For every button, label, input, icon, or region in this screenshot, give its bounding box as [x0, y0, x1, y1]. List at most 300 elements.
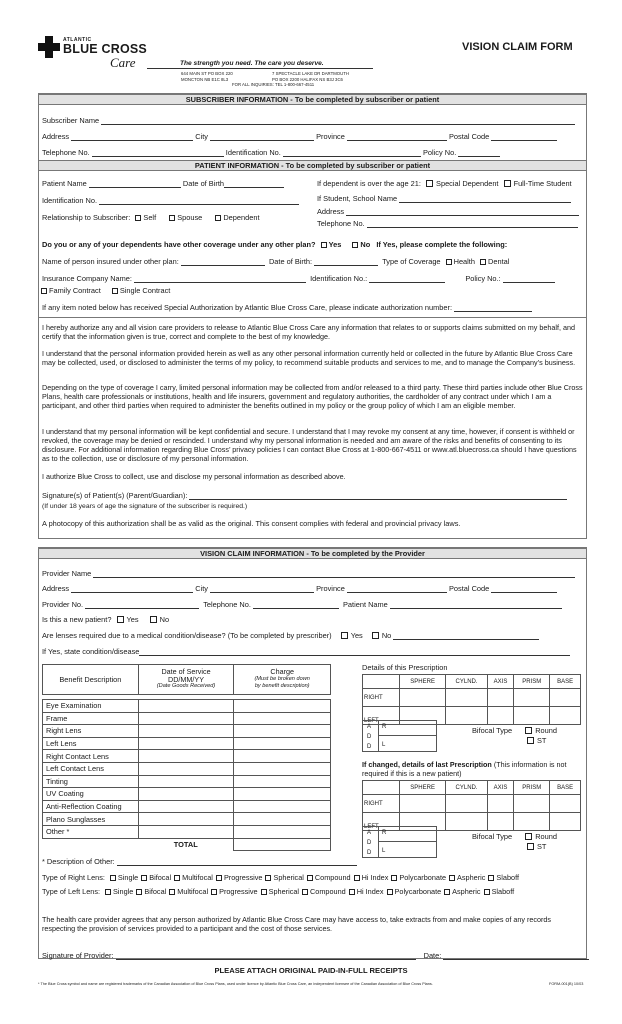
lens-type-checkbox[interactable]: [110, 875, 116, 881]
benefit-label: Left Lens: [43, 737, 139, 750]
changed-title: [362, 760, 584, 778]
lens-type-label: Slaboff: [496, 873, 520, 882]
agreement: The health care provider agrees that any person authorized by Atlantic Blue Cross Care may have access to, take extracts from and make copies of any records respecting the provision of services provided to a participant and the cost of those services.: [42, 915, 551, 933]
lens-type-checkbox[interactable]: [391, 875, 397, 881]
coverage-no-checkbox[interactable]: [352, 242, 358, 248]
label: Dependent: [223, 213, 260, 222]
benefit-label: Left Contact Lens: [43, 762, 139, 775]
lens-type-label: Multifocal: [177, 887, 209, 896]
rx-add-block-last: [362, 826, 437, 858]
lens-type-checkbox[interactable]: [211, 889, 217, 895]
telephone-field[interactable]: [92, 149, 224, 157]
rx-cell[interactable]: [514, 795, 550, 813]
rx-cell[interactable]: [446, 813, 487, 831]
cross-icon: [38, 36, 60, 58]
label: D: [367, 850, 372, 856]
provider-address-field[interactable]: [71, 585, 193, 593]
rx-cell[interactable]: [400, 795, 446, 813]
benefit-label: Plano Sunglasses: [43, 813, 139, 826]
date-cell[interactable]: [138, 788, 234, 801]
charge-cell[interactable]: [234, 800, 331, 813]
label: Date:: [423, 951, 442, 960]
label: No: [159, 615, 170, 624]
rx-cell[interactable]: [487, 689, 513, 707]
lens-type-label: Polycarbonate: [394, 887, 442, 896]
school-row: [317, 194, 571, 203]
label: Insurance Company Name:: [42, 274, 132, 283]
label: Family Contract: [49, 286, 101, 295]
label: Subscriber Name: [42, 116, 100, 125]
insurer-id-field[interactable]: [369, 275, 445, 283]
rx-col: BASE: [550, 781, 581, 795]
left-lens-row: [42, 887, 514, 896]
special-auth-row: [42, 303, 532, 312]
brand-name: BLUE CROSS: [63, 42, 147, 56]
consent-p3: Depending on the type of coverage I carry, limited personal information may be collected from and/or released to a third party. These third parties include other Blue Cross Plans, health care professionals or institutions, health and life insurers, government and regulatory authorities, the cardholder of any contract under which I am a participant, and other third parties when required to administer the benefits outlined in my policy or the group policy of which I am an eligible member.: [42, 383, 583, 410]
provider-province-field[interactable]: [347, 585, 447, 593]
spouse-checkbox[interactable]: [169, 215, 175, 221]
rx-cell[interactable]: [487, 813, 513, 831]
label: Provider No.: [42, 600, 84, 609]
lens-type-label: Progressive: [223, 873, 263, 882]
st-checkbox[interactable]: [527, 737, 534, 744]
lens-type-label: Progressive: [219, 887, 258, 896]
label: Date of Birth:: [268, 257, 313, 266]
patient-address-row: [317, 207, 579, 216]
benefit-label: Anti-Reflection Coating: [43, 800, 139, 813]
rx-cell[interactable]: [446, 795, 487, 813]
last-prescription-table: [362, 780, 581, 831]
table-row: [43, 762, 331, 775]
label: Address: [42, 584, 70, 593]
lens-type-checkbox[interactable]: [136, 889, 142, 895]
rx-header-row: [363, 675, 581, 689]
id-field[interactable]: [283, 149, 421, 157]
label: Province: [316, 584, 345, 593]
label: L: [382, 742, 386, 748]
lens-type-checkbox[interactable]: [444, 889, 450, 895]
table-row: [43, 700, 331, 713]
label: Type of Right Lens:: [42, 873, 105, 882]
label: Telephone No.: [42, 148, 90, 157]
label: ST: [537, 842, 547, 851]
rx-cell[interactable]: [400, 689, 446, 707]
label: Do you or any of your dependents have other coverage under any other plan?: [42, 240, 316, 249]
address-line: PO BOX 2200 HALIFAX NS B3J 3C6: [272, 76, 343, 82]
table-row: [43, 775, 331, 788]
contract-row: [38, 286, 170, 295]
benefit-label: UV Coating: [43, 788, 139, 801]
lens-type-checkbox[interactable]: [307, 875, 313, 881]
date-cell[interactable]: [138, 737, 234, 750]
under18-note: (If under 18 years of age the signature of the subscriber is required.): [42, 503, 248, 510]
insured-dob-field[interactable]: [314, 258, 378, 266]
date-cell[interactable]: [138, 725, 234, 738]
lens-type-checkbox[interactable]: [105, 889, 111, 895]
lens-type-label: Slaboff: [491, 887, 515, 896]
subscriber-heading: SUBSCRIBER INFORMATION - To be completed by subscriber or patient: [38, 94, 587, 105]
add-right-cell[interactable]: [378, 721, 437, 736]
charge-cell[interactable]: [234, 737, 331, 750]
label: Identification No.:: [310, 274, 368, 283]
dependent-over-21: [317, 179, 572, 188]
new-patient-yes-checkbox[interactable]: [117, 616, 124, 623]
label: ST: [537, 736, 547, 745]
add-label: [367, 722, 371, 752]
patient-telephone-row: [317, 219, 578, 228]
provider-name-field[interactable]: [93, 570, 575, 578]
new-patient-row: [42, 615, 169, 624]
patient-id-row: [42, 196, 299, 205]
address-line: MONCTON NB E1C 8L3: [181, 76, 229, 82]
table-row: [43, 725, 331, 738]
label: A: [367, 724, 372, 730]
lens-type-checkbox[interactable]: [349, 889, 355, 895]
vision-heading: VISION CLAIM INFORMATION - To be completed by the Provider: [38, 548, 587, 559]
charge-cell[interactable]: [234, 700, 331, 713]
charge-cell[interactable]: [234, 762, 331, 775]
rx-col: PRISM: [514, 781, 550, 795]
details-title: Details of this Prescription: [362, 663, 448, 672]
provider-name-row: [42, 569, 575, 578]
lens-type-label: Polycarbonate: [399, 873, 447, 882]
form-number: FORM-001(B) 10/03: [549, 982, 584, 986]
label: Round: [535, 726, 557, 735]
label: Self: [143, 213, 157, 222]
label: Signature(s) of Patient(s) (Parent/Guardian):: [42, 491, 188, 500]
label: If Yes, state condition/disease: [42, 647, 140, 656]
rx-cell[interactable]: [550, 707, 581, 725]
provider-signature-row: [42, 951, 589, 960]
provider-no-row: [42, 600, 562, 609]
rx-col: AXIS: [487, 675, 513, 689]
label: D: [367, 840, 372, 846]
table-row: [43, 712, 331, 725]
lens-type-checkbox[interactable]: [216, 875, 222, 881]
add-left-cell[interactable]: [378, 842, 437, 858]
label: Identification No.: [225, 148, 281, 157]
empty: [43, 838, 139, 851]
label: If Student, School Name: [317, 194, 398, 203]
label: Telephone No.: [317, 219, 365, 228]
label: Postal Code: [449, 132, 490, 141]
patient-signature-row: [42, 491, 567, 500]
photocopy-note: A photocopy of this authorization shall be as valid as the original. This consent complies with federal and provincial privacy laws.: [42, 519, 461, 528]
label: D: [367, 744, 372, 750]
label: Spouse: [177, 213, 203, 222]
label: (Must be broken down: [254, 675, 310, 682]
label: Type of Coverage: [382, 257, 441, 266]
lenses-yes-checkbox[interactable]: [341, 632, 348, 639]
school-field[interactable]: [399, 195, 571, 203]
label: Postal Code: [449, 584, 490, 593]
lens-type-label: Hi Index: [361, 873, 389, 882]
provider-address-row: [42, 584, 557, 593]
consent-p4: I understand that my personal information will be kept confidential and secure. I understand that I may revoke my consent at any time, however, if consent is withheld or revoked, the coverage may be denied or rescinded. I understand why my personal information is needed and am aware of the risks and benefits of consenting to its disclosure. For additional information regarding Blue Cross’ privacy policies I can contact Blue Cross at 1-800-667-4511 or www.atl.bluecross.ca should I have questions as to the collection, use or disclosure of my personal information.: [42, 427, 577, 463]
rx-cell[interactable]: [514, 707, 550, 725]
st-checkbox[interactable]: [527, 843, 534, 850]
label: If dependent is over the age 21:: [317, 179, 421, 188]
lenses-no-checkbox[interactable]: [372, 632, 379, 639]
rx-cell[interactable]: [446, 707, 487, 725]
rx-cell[interactable]: [550, 813, 581, 831]
rx-col: BASE: [550, 675, 581, 689]
subscriber-name-field[interactable]: [42, 116, 575, 125]
label: Telephone No.: [203, 600, 251, 609]
health-checkbox[interactable]: [446, 259, 452, 265]
label: If any item noted below has received Special Authorization by Atlantic Blue Cross Care, please indicate authorization number:: [42, 303, 452, 312]
date-cell[interactable]: [138, 800, 234, 813]
label: Bifocal Type: [472, 726, 513, 735]
rx-cell[interactable]: [550, 689, 581, 707]
label: R: [382, 830, 387, 836]
label: Date of Service: [161, 667, 211, 677]
add-left-cell[interactable]: [378, 736, 437, 752]
rx-cell[interactable]: [514, 689, 550, 707]
coverage-yes-checkbox[interactable]: [321, 242, 327, 248]
rx-cell[interactable]: [550, 795, 581, 813]
label: Yes: [126, 615, 139, 624]
label: D: [367, 734, 372, 740]
patient-heading: PATIENT INFORMATION - To be completed by subscriber or patient: [38, 160, 587, 171]
total-cell[interactable]: [234, 838, 331, 851]
rx-add-block: [362, 720, 437, 752]
provider-no-field[interactable]: [85, 601, 199, 609]
insurer-policy-field[interactable]: [503, 275, 555, 283]
prescription-table: [362, 674, 581, 725]
label: If Yes, please complete the following:: [376, 240, 508, 249]
lens-type-checkbox[interactable]: [387, 889, 393, 895]
label: (Date Goods Received): [156, 683, 216, 690]
policy-field[interactable]: [458, 149, 500, 157]
rx-cell[interactable]: [487, 707, 513, 725]
address-halifax: [272, 71, 349, 82]
lens-type-label: Compound: [310, 887, 346, 896]
label: Yes: [350, 631, 363, 640]
insurer-field[interactable]: [134, 275, 306, 283]
province-field[interactable]: [347, 133, 447, 141]
rx-cell[interactable]: [446, 689, 487, 707]
label: A: [367, 830, 372, 836]
family-contract-checkbox[interactable]: [41, 288, 47, 294]
charge-cell[interactable]: [234, 788, 331, 801]
date-cell[interactable]: [138, 762, 234, 775]
lenses-line[interactable]: [393, 632, 539, 640]
col-charge: [234, 665, 331, 695]
city-field[interactable]: [210, 133, 314, 141]
rx-corner: [363, 675, 400, 689]
label: DD/MM/YY: [168, 674, 204, 684]
label: Identification No.: [42, 196, 98, 205]
insured-name-field[interactable]: [181, 258, 265, 266]
lens-type-label: Spherical: [273, 873, 304, 882]
label: City: [195, 132, 208, 141]
rx-col: AXIS: [487, 781, 513, 795]
label: Bifocal Type: [472, 832, 513, 841]
charge-cell[interactable]: [234, 813, 331, 826]
lens-type-checkbox[interactable]: [169, 889, 175, 895]
patient-signature-field[interactable]: [189, 492, 567, 500]
lens-type-label: Hi Index: [356, 887, 384, 896]
label: No: [360, 240, 371, 249]
address-line: 7 SPECTACLE LAKE DR DARTMOUTH: [272, 71, 349, 76]
rx-right-row: [363, 795, 581, 813]
provider-signature-field[interactable]: [116, 952, 416, 960]
label: R: [382, 724, 387, 730]
col-date: [138, 665, 234, 695]
description-other-field[interactable]: [117, 858, 357, 866]
benefit-table: [42, 664, 331, 851]
round-checkbox[interactable]: [525, 727, 532, 734]
consent-p2: I understand that the personal information provided herein as well as any other personal information currently held or collected in the future by Atlantic Blue Cross Care may be collected, used, or disclosed to administer the terms of my policy, to recommend suitable products and services to me, and to manage the Company’s business.: [42, 349, 576, 367]
dependent-checkbox[interactable]: [215, 215, 221, 221]
benefit-label: Tinting: [43, 775, 139, 788]
patient-id-field[interactable]: [99, 197, 299, 205]
lens-type-checkbox[interactable]: [484, 889, 490, 895]
label: Address: [42, 132, 70, 141]
charge-cell[interactable]: [234, 775, 331, 788]
provider-city-field[interactable]: [210, 585, 314, 593]
brand-sub: Care: [110, 55, 136, 70]
single-contract-checkbox[interactable]: [112, 288, 118, 294]
lens-type-checkbox[interactable]: [449, 875, 455, 881]
condition-field[interactable]: [139, 648, 570, 656]
label: Name of person insured under other plan:: [42, 257, 179, 266]
lens-type-label: Bifocal: [144, 887, 167, 896]
charge-cell[interactable]: [234, 712, 331, 725]
lens-type-label: Aspheric: [452, 887, 481, 896]
consent-p5: I authorize Blue Cross to collect, use and disclose my personal information as described above.: [42, 472, 346, 481]
patient-address-field[interactable]: [346, 208, 579, 216]
lens-type-label: Bifocal: [149, 873, 172, 882]
rx-cell[interactable]: [514, 813, 550, 831]
rx-col: SPHERE: [400, 781, 446, 795]
label: * Description of Other:: [42, 857, 115, 866]
date-cell[interactable]: [138, 712, 234, 725]
dental-checkbox[interactable]: [480, 259, 486, 265]
date-cell[interactable]: [138, 813, 234, 826]
postal-field[interactable]: [491, 133, 557, 141]
label: No: [381, 631, 392, 640]
label: City: [195, 584, 208, 593]
charge-cell[interactable]: [234, 725, 331, 738]
label: L: [382, 848, 386, 854]
charge-cell[interactable]: [234, 825, 331, 838]
lens-type-checkbox[interactable]: [265, 875, 271, 881]
date-cell[interactable]: [138, 775, 234, 788]
logo: [38, 36, 178, 72]
fulltime-student-checkbox[interactable]: [504, 180, 511, 187]
tagline: The strength you need. The care you deserve.: [180, 60, 324, 67]
rx-col: CYLND.: [446, 675, 487, 689]
st-row-1: [524, 736, 546, 745]
label: Patient Name: [42, 179, 87, 188]
lens-type-checkbox[interactable]: [488, 875, 494, 881]
label: Round: [535, 832, 557, 841]
lens-type-label: Spherical: [268, 887, 300, 896]
label: Full-Time Student: [513, 179, 572, 188]
label: Special Dependent: [436, 179, 499, 188]
table-row: [43, 800, 331, 813]
rx-col: SPHERE: [400, 675, 446, 689]
address-moncton: [181, 71, 233, 82]
auth-number-field[interactable]: [454, 304, 532, 312]
add-right-cell[interactable]: [378, 827, 437, 842]
date-field[interactable]: [443, 952, 589, 960]
right-lens-row: [42, 873, 519, 882]
subscriber-address-row: [42, 132, 557, 141]
label: Policy No.: [422, 148, 457, 157]
form-title: VISION CLAIM FORM: [462, 41, 573, 53]
round-checkbox[interactable]: [525, 833, 532, 840]
lens-type-checkbox[interactable]: [261, 889, 267, 895]
label: Dental: [488, 257, 510, 266]
rx-col: CYLND.: [446, 781, 487, 795]
address-field[interactable]: [71, 133, 193, 141]
bifocal-row-2: [472, 832, 557, 841]
label: Date of Birth: [182, 179, 224, 188]
subscriber-tel-row: [42, 148, 500, 157]
vision-patient-name-field[interactable]: [390, 601, 562, 609]
date-cell[interactable]: [138, 750, 234, 763]
rx-cell[interactable]: [487, 795, 513, 813]
label: Single Contract: [119, 286, 171, 295]
patient-row-1: [42, 179, 284, 188]
benefit-header-row: [43, 665, 331, 695]
rx-label: LEFT: [363, 813, 400, 831]
provider-telephone-field[interactable]: [253, 601, 339, 609]
label: Address: [317, 207, 345, 216]
charge-cell[interactable]: [234, 750, 331, 763]
label: (This information is not required if this is a new patient): [362, 760, 567, 778]
lens-type-checkbox[interactable]: [354, 875, 360, 881]
self-checkbox[interactable]: [135, 215, 141, 221]
table-row: [43, 737, 331, 750]
new-patient-no-checkbox[interactable]: [150, 616, 157, 623]
benefit-label: Frame: [43, 712, 139, 725]
trademark-note: * The Blue Cross symbol and name are registered trademarks of the Canadian Association of Blue Cross Plans, used under licence by Atlantic Blue Cross Care, an independent licensee of the Canadian Association of Blue Cross Plans.: [38, 982, 433, 986]
label: Yes: [328, 240, 342, 249]
dob-field[interactable]: [224, 180, 284, 188]
rx-right-row: [363, 689, 581, 707]
bifocal-row-1: [472, 726, 557, 735]
benefit-label: Eye Examination: [43, 700, 139, 713]
tagline-rule: [147, 68, 373, 69]
date-cell[interactable]: [138, 825, 234, 838]
date-cell[interactable]: [138, 700, 234, 713]
rx-header-row: [363, 781, 581, 795]
insurer-row: [42, 274, 555, 283]
label: Province: [316, 132, 345, 141]
lens-type-checkbox[interactable]: [141, 875, 147, 881]
rx-col: PRISM: [514, 675, 550, 689]
label: Signature of Provider:: [42, 951, 114, 960]
rx-corner: [363, 781, 400, 795]
label: Type of Left Lens:: [42, 887, 101, 896]
provider-postal-field[interactable]: [491, 585, 557, 593]
other-coverage-row: [42, 240, 507, 249]
label: Health: [453, 257, 475, 266]
patient-telephone-field[interactable]: [367, 220, 578, 228]
special-dependent-checkbox[interactable]: [426, 180, 433, 187]
lens-type-checkbox[interactable]: [302, 889, 308, 895]
lens-type-label: Compound: [314, 873, 351, 882]
brand-top: ATLANTIC: [63, 37, 92, 43]
lens-type-checkbox[interactable]: [174, 875, 180, 881]
inquiries: FOR ALL INQUIRIES: TEL 1-800-667-4511: [232, 82, 315, 87]
patient-name-field[interactable]: [89, 180, 181, 188]
label: Charge: [270, 667, 294, 677]
